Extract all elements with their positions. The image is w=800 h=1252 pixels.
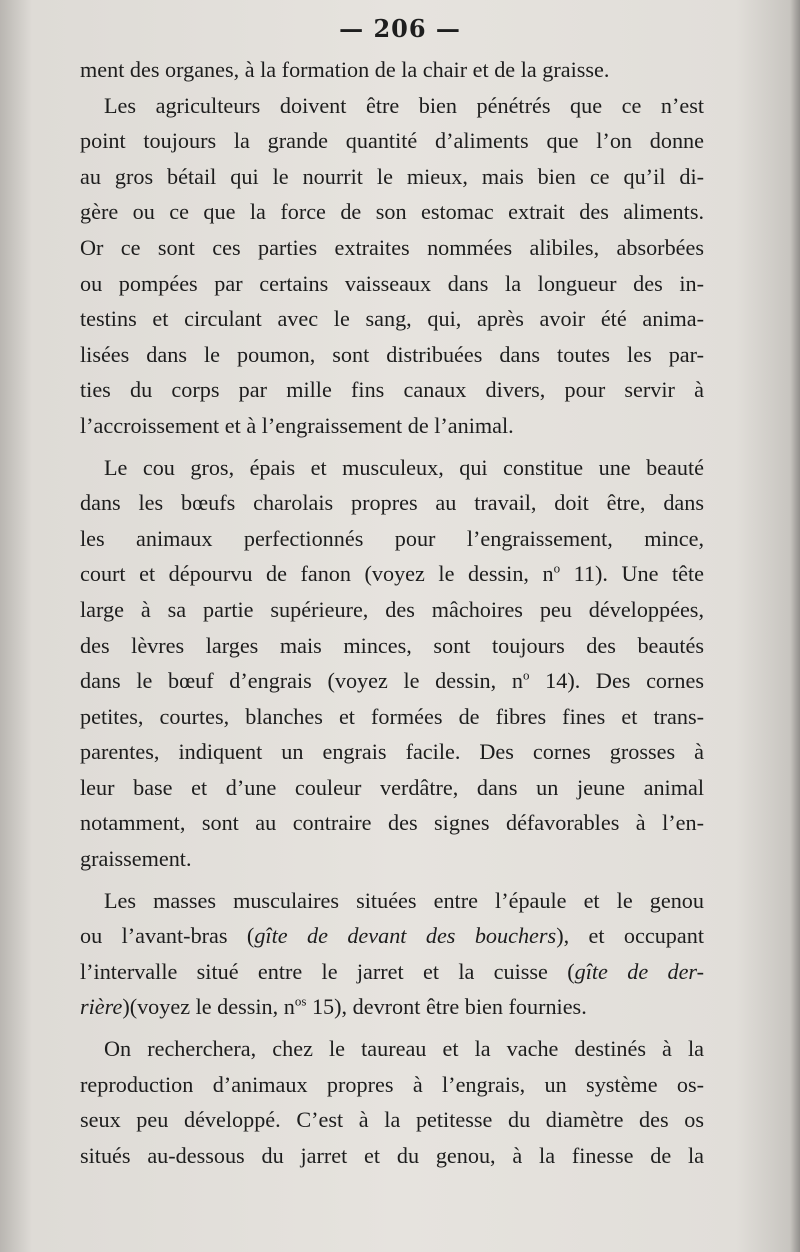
text-line [80, 521, 704, 557]
text-segment: leur base et d’une couleur verdâtre, dans un jeune animal [80, 774, 704, 800]
text-segment: dans les bœufs charolais propres au travail, doit être, dans [80, 490, 704, 516]
text-line [80, 194, 704, 230]
superscript-text: os [294, 994, 307, 1010]
text-segment: 15), devront être bien fournies. [306, 994, 587, 1020]
text-segment: au gros bétail qui le nourrit le mieux, mais bien ce qu’il di- [80, 163, 704, 189]
paragraph-p0 [80, 52, 704, 88]
page-edge-shadow [790, 0, 800, 1252]
text-line [80, 883, 704, 919]
text-segment: dans le bœuf d’engrais (voyez le dessin, n [80, 668, 523, 694]
text-segment: ment des organes, à la formation de la chair et de la graisse. [80, 57, 610, 82]
text-segment: On recherchera, chez le taureau et la vache destinés à la [104, 1036, 704, 1062]
text-line [80, 699, 704, 735]
text-segment: l’accroissement et à l’engraissement de l’animal. [80, 412, 514, 438]
paragraph-p1 [80, 88, 704, 444]
text-segment: point toujours la grande quantité d’aliments que l’on donne [80, 128, 704, 154]
text-line [80, 123, 704, 159]
text-line [80, 301, 704, 337]
text-segment: gère ou ce que la force de son estomac extrait des aliments. [80, 199, 704, 225]
text-segment: lisées dans le poumon, sont distribuées dans toutes les par- [80, 341, 704, 367]
text-segment: situés au-dessous du jarret et du genou, à la finesse de la [80, 1142, 704, 1168]
text-line [80, 954, 704, 990]
text-line [80, 485, 704, 521]
text-line [80, 556, 704, 592]
text-segment: notamment, sont au contraire des signes défavorables à l’en- [80, 810, 704, 836]
text-segment: court et dépourvu de fanon (voyez le dessin, n [80, 561, 554, 587]
text-segment: graissement. [80, 846, 192, 872]
text-line [80, 770, 704, 806]
text-segment: seux peu développé. C’est à la petitesse du diamètre des os [80, 1107, 704, 1133]
text-line [80, 989, 704, 1025]
text-segment: les animaux perfectionnés pour l’engraissement, mince, [80, 525, 704, 551]
text-line [80, 337, 704, 373]
text-segment: Le cou gros, épais et musculeux, qui constitue une beauté [104, 454, 704, 480]
superscript-text: o [553, 560, 561, 576]
text-segment: petites, courtes, blanches et formées de fibres fines et trans- [80, 703, 704, 729]
text-segment: Or ce sont ces parties extraites nommées alibiles, absorbées [80, 234, 704, 260]
text-line [80, 1031, 704, 1067]
paragraph-p4 [80, 1031, 704, 1173]
text-segment: testins et circulant avec le sang, qui, après avoir été anima- [80, 306, 704, 332]
text-line [80, 52, 704, 88]
superscript-text: o [522, 667, 530, 683]
text-segment: 14). Des cornes [529, 668, 704, 694]
text-line [80, 408, 704, 444]
text-line [80, 841, 704, 877]
text-line [80, 1102, 704, 1138]
text-line [80, 1067, 704, 1103]
text-segment: large à sa partie supérieure, des mâchoires peu développées, [80, 596, 704, 622]
text-segment: 11). Une tête [560, 561, 704, 587]
italic-text: gîte de devant des bouchers [254, 923, 557, 949]
text-segment: )(voyez le dessin, n [122, 994, 295, 1020]
body-text [80, 52, 704, 1173]
text-line [80, 230, 704, 266]
paragraph-p3 [80, 883, 704, 1025]
text-line [80, 663, 704, 699]
text-segment: ties du corps par mille fins canaux divers, pour servir à [80, 377, 704, 403]
text-segment: ), et occupant [556, 923, 705, 949]
text-segment: ou pompées par certains vaisseaux dans la longueur des in- [80, 270, 704, 296]
text-line [80, 159, 704, 195]
text-segment: ou l’avant-bras ( [80, 923, 255, 949]
italic-text: rière [80, 994, 123, 1020]
text-line [80, 592, 704, 628]
text-segment: parentes, indiquent un engrais facile. Des cornes grosses à [80, 739, 704, 765]
text-segment: Les agriculteurs doivent être bien pénétrés que ce n’est [104, 92, 704, 118]
text-segment: reproduction d’animaux propres à l’engrais, un système os- [80, 1071, 704, 1097]
text-segment: des lèvres larges mais minces, sont toujours des beautés [80, 632, 704, 658]
text-segment: l’intervalle situé entre le jarret et la cuisse ( [80, 958, 575, 984]
text-line [80, 266, 704, 302]
text-line [80, 628, 704, 664]
text-line [80, 372, 704, 408]
text-line [80, 918, 704, 954]
italic-text: gîte de der- [574, 958, 705, 984]
text-line [80, 1138, 704, 1174]
text-line [80, 450, 704, 486]
page-number: — 206 — [339, 14, 461, 43]
text-segment: Les masses musculaires situées entre l’épaule et le genou [104, 887, 704, 913]
text-line [80, 805, 704, 841]
paragraph-p2 [80, 450, 704, 877]
text-line [80, 734, 704, 770]
text-line [80, 88, 704, 124]
